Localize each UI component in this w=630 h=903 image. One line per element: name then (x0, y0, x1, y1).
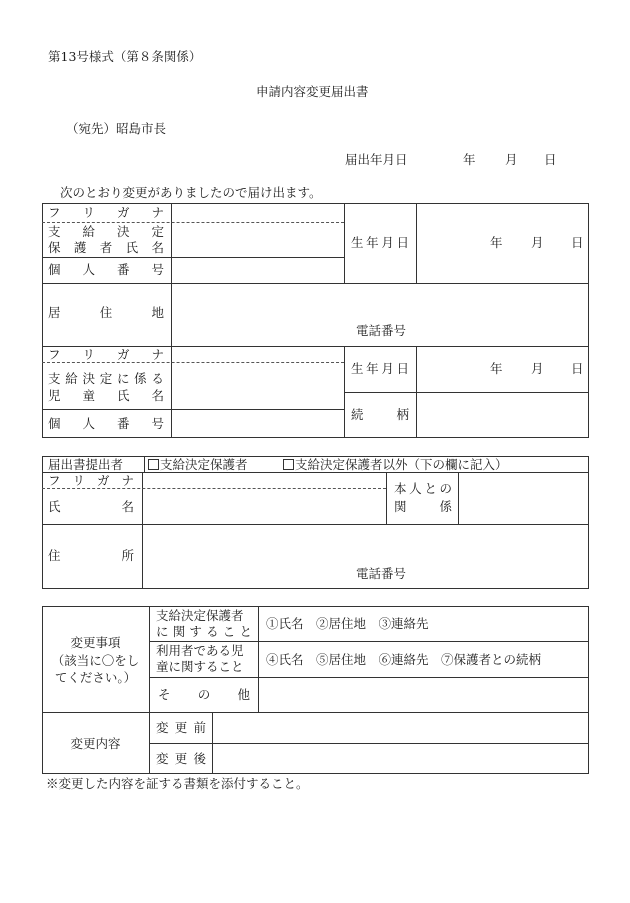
guardian-change-line2: に 関 す る こ と (156, 624, 252, 639)
child-change-line2: 童に関すること (156, 659, 244, 674)
other-label: そ の 他 (158, 687, 250, 702)
submitter-address-label: 住 所 (48, 548, 134, 563)
submitter-furigana-label: フ リ ガ ナ (48, 473, 134, 488)
option-other[interactable] (283, 458, 508, 472)
child-name-label-line2: 児 童 氏 名 (48, 388, 164, 403)
child-personal-number-label: 個 人 番 号 (48, 416, 164, 431)
footnote: ※変更した内容を証する書類を添付すること。 (46, 776, 309, 791)
form-number: 第13号様式（第８条関係） (48, 49, 202, 64)
phone-label: 電話番号 (356, 323, 407, 338)
child-birth-year: 年 (490, 361, 503, 376)
change-items-note2: てください。） (54, 670, 137, 685)
birth-month: 月 (531, 235, 544, 250)
date-day: 日 (544, 152, 557, 167)
child-furigana-label: フ リ ガ ナ (48, 347, 164, 362)
guardian-name-label-line2: 保 護 者 氏 名 (48, 240, 164, 255)
before-label: 変 更 前 (156, 720, 206, 735)
change-items-note1: （該当に〇をし (51, 653, 140, 668)
option-guardian[interactable] (148, 458, 248, 472)
child-birthdate-label: 生 年 月 日 (351, 361, 409, 376)
child-birth-day: 日 (571, 361, 584, 376)
date-label: 届出年月日 (345, 152, 408, 167)
relation-label: 続 柄 (351, 407, 409, 422)
guardian-change-options[interactable]: ①氏名 ②居住地 ③連絡先 (266, 616, 429, 631)
child-birth-month: 月 (531, 361, 544, 376)
address-label: 居 住 地 (48, 305, 164, 320)
option-guardian-label: 支給決定保護者 (160, 457, 248, 472)
submitter-name-label: 氏 名 (48, 499, 134, 514)
checkbox-guardian[interactable] (148, 459, 159, 470)
date-year: 年 (463, 152, 476, 167)
relation-line2: 関 係 (394, 499, 452, 514)
date-month: 月 (505, 152, 518, 167)
furigana-label: フ リ ガ ナ (48, 205, 164, 220)
birth-day: 日 (571, 235, 584, 250)
addressee: （宛先）昭島市長 (66, 121, 167, 136)
form-title: 申請内容変更届出書 (256, 84, 369, 99)
personal-number-label: 個 人 番 号 (48, 262, 164, 277)
birth-year: 年 (490, 235, 503, 250)
submitter-label: 届出書提出者 (48, 457, 124, 472)
submitter-phone-label: 電話番号 (356, 566, 407, 581)
option-other-label: 支給決定保護者以外（下の欄に記入） (295, 457, 508, 472)
child-change-line1: 利用者である児 (156, 643, 244, 658)
child-name-label-line1: 支 給 決 定 に 係 る (48, 371, 164, 386)
guardian-change-line1: 支給決定保護者 (156, 608, 244, 623)
change-items-title: 変更事項 (70, 635, 121, 650)
change-content-label: 変更内容 (70, 736, 121, 751)
after-label: 変 更 後 (156, 751, 206, 766)
child-change-options[interactable]: ④氏名 ⑤居住地 ⑥連絡先 ⑦保護者との続柄 (266, 652, 542, 667)
intro-text: 次のとおり変更がありましたので届け出ます。 (60, 185, 322, 200)
relation-line1: 本 人 と の (394, 481, 452, 496)
checkbox-other[interactable] (283, 459, 294, 470)
guardian-name-label-line1: 支 給 決 定 (48, 224, 164, 239)
birthdate-label: 生 年 月 日 (351, 235, 409, 250)
